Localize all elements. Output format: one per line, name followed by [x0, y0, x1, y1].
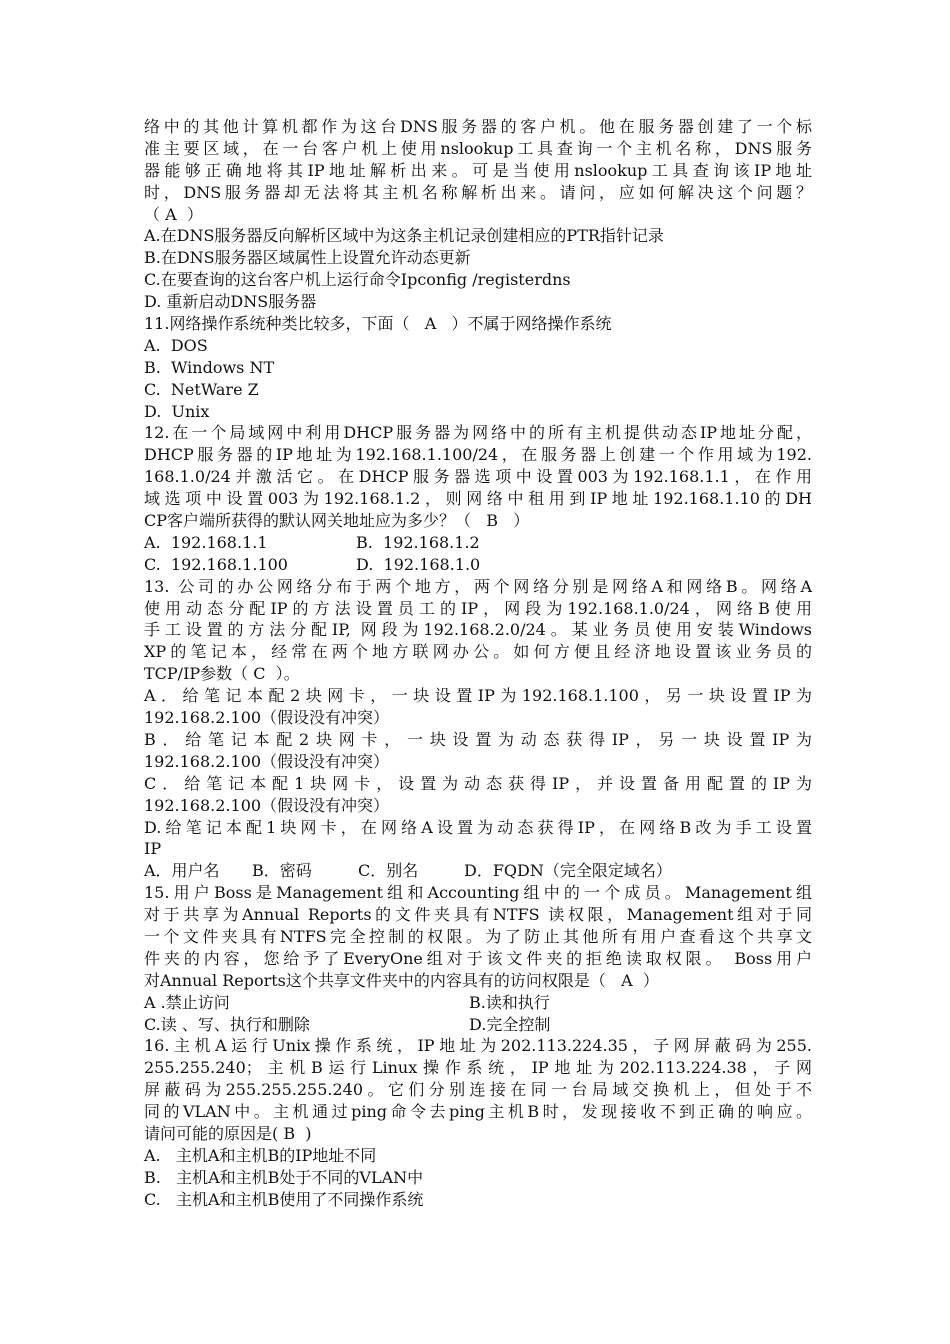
q10-line-4: 时，DNS服务器却无法将其主机名称解析出来。请问，应如何解决这个问题？	[144, 182, 812, 202]
q15-options-row-1	[144, 992, 812, 1014]
q10-option-c: C.在要查询的这台客户机上运行命令Ipconfig /registerdns	[144, 270, 571, 290]
q13-line-3: 手工设置的方法分配IP, 网段为192.168.2.0/24。某业务员使用安装Windows	[144, 620, 812, 640]
q15-line-5: 对Annual Reports这个共享文件夹中的内容具有的访问权限是（ A ）	[144, 970, 659, 990]
q15-line-3: 一个文件夹具有NTFS完全控制的权限。为了防止其他所有用户查看这个共享文	[144, 926, 812, 946]
q13-option-b-cont: 192.168.2.100（假设没有冲突）	[144, 751, 390, 771]
q10-line-2: 准主要区域，在一台客户机上使用nslookup工具查询一个主机名称，DNS服务	[144, 138, 812, 158]
q12-line-4: 域选项中设置003为192.168.1.2，则网络中租用到IP地址192.168.1.10的DH	[144, 489, 812, 509]
q15-option-b: B.读和执行	[469, 992, 550, 1012]
q16-line-4: 同的VLAN中。主机通过ping命令去ping主机B时，发现接收不到正确的响应。	[144, 1102, 812, 1122]
q13-option-c-cont: 192.168.2.100（假设没有冲突）	[144, 795, 390, 815]
q13-line-5: TCP/IP参数（ C ）。	[144, 664, 300, 684]
q11-option-b: B. Windows NT	[144, 357, 275, 377]
q13-option-d-cont: IP	[144, 839, 162, 859]
q16-option-c: C. 主机A和主机B使用了不同操作系统	[144, 1189, 424, 1209]
q12-option-a: A. 192.168.1.1	[144, 532, 268, 552]
q12-line-3: 168.1.0/24并激活它。在DHCP服务器选项中设置003为192.168.1.1，在作用	[144, 467, 812, 487]
q14-option-b: B．密码	[252, 861, 312, 881]
q11-option-c: C. NetWare Z	[144, 379, 259, 399]
q16-line-1: 16.主机A运行Unix操作系统，IP地址为202.113.224.35，子网屏蔽码为255.	[144, 1036, 812, 1056]
q13-line-4: XP的笔记本，经常在两个地方联网办公。如何方便且经济地设置该业务员的	[144, 642, 812, 662]
q13-line-2: 使用动态分配IP的方法设置员工的IP，网段为192.168.1.0/24，网络B使用	[144, 598, 812, 618]
q14-options-row	[144, 860, 812, 882]
q12-line-2: DHCP服务器的IP地址为192.168.1.100/24，在服务器上创建一个作用域为192.	[144, 445, 812, 465]
q15-options-row-2	[144, 1014, 812, 1036]
q11-option-d: D. Unix	[144, 401, 210, 421]
q10-option-b: B.在DNS服务器区域属性上设置允许动态更新	[144, 248, 471, 268]
q14-option-c: C．别名	[358, 861, 419, 881]
q16-line-2: 255.255.240；主机B运行Linux操作系统，IP地址为202.113.224.38，子网	[144, 1058, 812, 1078]
q12-options-row-2	[144, 554, 812, 576]
q16-line-3: 屏蔽码为255.255.255.240。它们分别连接在同一台局域交换机上，但处于不	[144, 1080, 812, 1100]
q10-line-1: 络中的其他计算机都作为这台DNS服务器的客户机。他在服务器创建了一个标	[144, 117, 812, 136]
q11-stem: 11.网络操作系统种类比较多，下面（ A ）不属于网络操作系统	[144, 314, 612, 334]
q15-option-c: C.读 、写、执行和删除	[144, 1014, 310, 1034]
q13-option-d: D.给笔记本配1块网卡，在网络A设置为动态获得IP，在网络B改为手工设置	[144, 817, 812, 837]
q13-option-c: C．给笔记本配1块网卡，设置为动态获得IP，并设置备用配置的IP为	[144, 773, 812, 793]
q15-line-4: 件夹的内容，您给予了EveryOne组对于该文件夹的拒绝读取权限。 Boss用户	[144, 948, 812, 968]
q16-option-b: B. 主机A和主机B处于不同的VLAN中	[144, 1167, 424, 1187]
q10-line-3: 器能够正确地将其IP地址解析出来。可是当使用nslookup工具查询该IP地址	[144, 160, 812, 180]
q13-option-b: B．给笔记本配2块网卡，一块设置为动态获得IP，另一块设置IP为	[144, 729, 812, 749]
q11-option-a: A. DOS	[144, 335, 208, 355]
q16-option-a: A. 主机A和主机B的IP地址不同	[144, 1145, 377, 1165]
q12-line-5: CP客户端所获得的默认网关地址应为多少？（ B ）	[144, 511, 530, 531]
q15-option-a: A .禁止访问	[144, 992, 230, 1012]
q10-option-d: D. 重新启动DNS服务器	[144, 292, 317, 312]
q13-option-a-cont: 192.168.2.100（假设没有冲突）	[144, 708, 390, 728]
q13-option-a: A．给笔记本配2块网卡，一块设置IP为192.168.1.100，另一块设置IP为	[144, 686, 812, 706]
q15-line-1: 15.用户Boss是Management组和Accounting组中的一个成员。Management组	[144, 883, 812, 903]
q12-options-row-1	[144, 532, 812, 554]
document-page	[144, 116, 812, 1211]
q15-option-d: D.完全控制	[469, 1014, 551, 1034]
q14-option-a: A．用户名	[144, 861, 220, 881]
q16-line-5: 请问可能的原因是( B )	[144, 1123, 312, 1143]
q12-option-b: B. 192.168.1.2	[356, 532, 480, 552]
q10-option-a: A.在DNS服务器反向解析区域中为这条主机记录创建相应的PTR指针记录	[144, 226, 664, 246]
q12-option-d: D. 192.168.1.0	[356, 554, 481, 574]
q12-line-1: 12.在一个局域网中利用DHCP服务器为网络中的所有主机提供动态IP地址分配，	[144, 423, 812, 443]
q15-line-2: 对于共享为Annual Reports的文件夹具有NTFS 读权限，Management组对于同	[144, 905, 812, 925]
q12-option-c: C. 192.168.1.100	[144, 554, 288, 574]
q10-answer: （ A ）	[144, 204, 203, 224]
q14-option-d: D．FQDN（完全限定域名）	[464, 861, 672, 881]
q13-line-1: 13. 公司的办公网络分布于两个地方，两个网络分别是网络A和网络B。网络A	[144, 576, 812, 596]
